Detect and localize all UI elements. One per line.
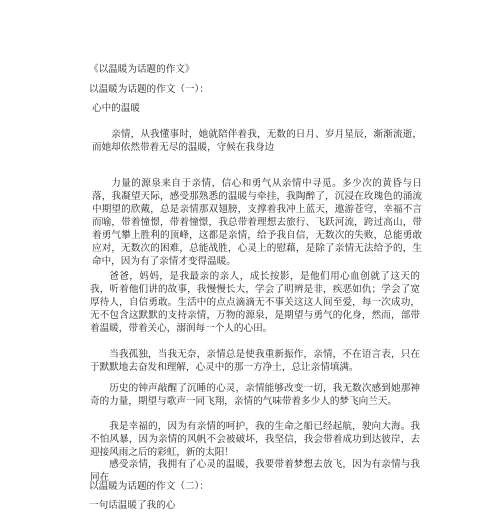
- paragraph-1-3: 爸爸，妈妈，是我最亲的亲人，成长按影，是他们用心血创就了这天的我，听着他们讲的故事，我慢慢长大，学会了明辨是非，疾恶如仇；学会了宽厚待人，自信勇敢。生活中的点点滴滴无不事关这这人间至爱，每一次成功，无不包含这默默的支持亲情，万物的源泉，是期望与勇气的化身，然而，部带着温暖，带着关心，溺润每一个人的心田。: [90, 271, 420, 334]
- paragraph-1-2: 力量的源泉来自于亲情，信心和勇气从亲情中寻觅。多少次的黄昏与日落，我凝望天际，感受那熟悉的温暖与牵挂，我陶醉了，沉浸在玫瑰色的涌流中期望的欣戴，总是亲情那双翅膀，支撑着我冲上蓝天，遨游苍穹，幸福不言而喻，带着憧憬，带着憧憬，我总带着理想去旅行、飞跃河流，跨过高山，带着勇气攀上胜利的顶峰，这都是亲情，给予我自信，无数次的失败，总能勇敢应对，无数次的困难，总能战胜，心灵上的慰藉，是除了亲情无法给予的，生命中，因为有了亲情才变得温暖。: [92, 178, 422, 267]
- paragraph-1-7: 感受亲情，我拥有了心灵的温暖，我要带着梦想去放飞，因为有亲情与我同在: [90, 459, 420, 483]
- paragraph-1-6: 我是幸福的，因为有亲情的呵护，我的生命之船已经起航，驶向大海。我不怕风暴，因为亲情的风帆不会被破坏，我坚信，我会带着成功到达彼岸，去迎接风雨之后的彩虹，新的太阳！: [90, 421, 420, 458]
- section-heading-2: 以温暖为话题的作文（二）：: [89, 481, 209, 492]
- section-heading-1: 以温暖为话题的作文（一）：: [89, 84, 209, 95]
- document-title: 《以温暖为话题的作文》: [89, 64, 195, 75]
- section-subtitle-1: 心中的温暖: [92, 103, 140, 114]
- paragraph-1-5: 历史的钟声敲醒了沉睡的心灵，亲情能够改变一切，我无数次感到她那神奇的力量，期望与歌声一同飞翔，亲情的气味带着多少人的梦飞向兰天。: [90, 383, 420, 407]
- paragraph-1-4: 当我孤独，当我无奈，亲情总是使我重新振作，亲情，不在语言表，只在于默默地去奋发和理解，心灵中的那一方净土，总让亲情填满。: [90, 349, 420, 373]
- section-subtitle-2: 一句话温暖了我的心: [89, 500, 176, 511]
- paragraph-1-1: 亲情，从我懂事时，她就陪伴着我，无数的日月、岁月星辰，渐渐流逝，而她却依然带着无尽的温暖，守候在我身边: [92, 129, 422, 153]
